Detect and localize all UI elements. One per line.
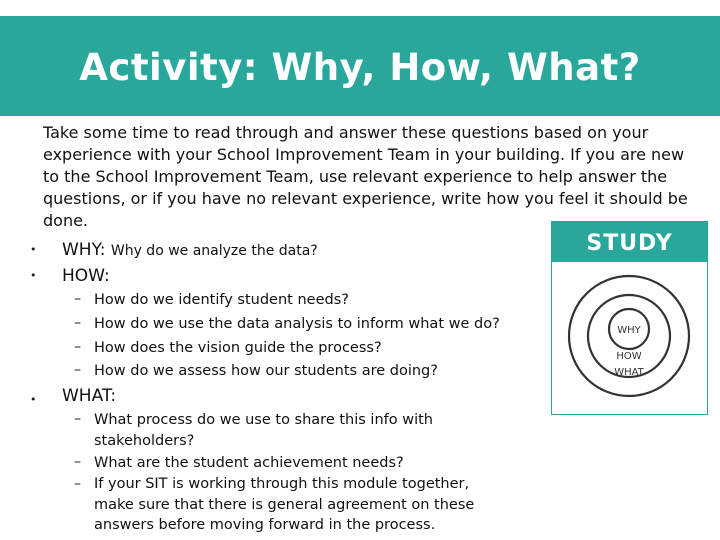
- how-item: How does the vision guide the process?: [94, 340, 382, 356]
- what-item: What are the student achievement needs?: [94, 455, 404, 471]
- dash: –: [74, 339, 81, 355]
- bullet-what: •: [30, 393, 37, 406]
- how-item: How do we use the data analysis to inform what we do?: [94, 316, 500, 332]
- dash: –: [74, 454, 81, 470]
- circle-what: WHAT: [614, 367, 644, 378]
- why-text: Why do we analyze the data?: [110, 243, 318, 259]
- how-label: HOW:: [62, 266, 110, 286]
- how-item: How do we assess how our students are doing?: [94, 363, 438, 379]
- circle-how: HOW: [616, 351, 642, 362]
- dash: –: [74, 291, 81, 307]
- study-graphic: [551, 221, 708, 415]
- dash: –: [74, 476, 81, 492]
- what-item: If your SIT is working through this module together, make sure that there is general agreement on these answers before moving forward in the process.: [94, 476, 475, 533]
- why-label: WHY:: [62, 240, 106, 260]
- golden-circle-icon: [557, 262, 702, 407]
- study-label: STUDY: [586, 231, 673, 256]
- why-row: [62, 240, 318, 260]
- what-item: What process do we use to share this info with stakeholders?: [94, 412, 433, 449]
- middle-ring: [588, 295, 670, 377]
- bullet-how: •: [30, 269, 37, 282]
- dash: –: [74, 362, 81, 378]
- intro-paragraph: Take some time to read through and answer these questions based on your experience with your School Improvement Team in your building. If you are new to the School Improvement Team, use relevant experience to help answer the questions, or if you have no relevant experience, write how you feel it should be done.: [43, 123, 688, 230]
- bullet-why: •: [30, 243, 37, 256]
- what-label: WHAT:: [62, 386, 117, 406]
- dash: –: [74, 411, 81, 427]
- study-band: [552, 222, 707, 262]
- dash: –: [74, 315, 81, 331]
- page-title: Activity: Why, How, What?: [79, 46, 641, 89]
- circle-why: WHY: [617, 325, 641, 336]
- how-item: How do we identify student needs?: [94, 292, 349, 308]
- title-banner: [0, 16, 720, 116]
